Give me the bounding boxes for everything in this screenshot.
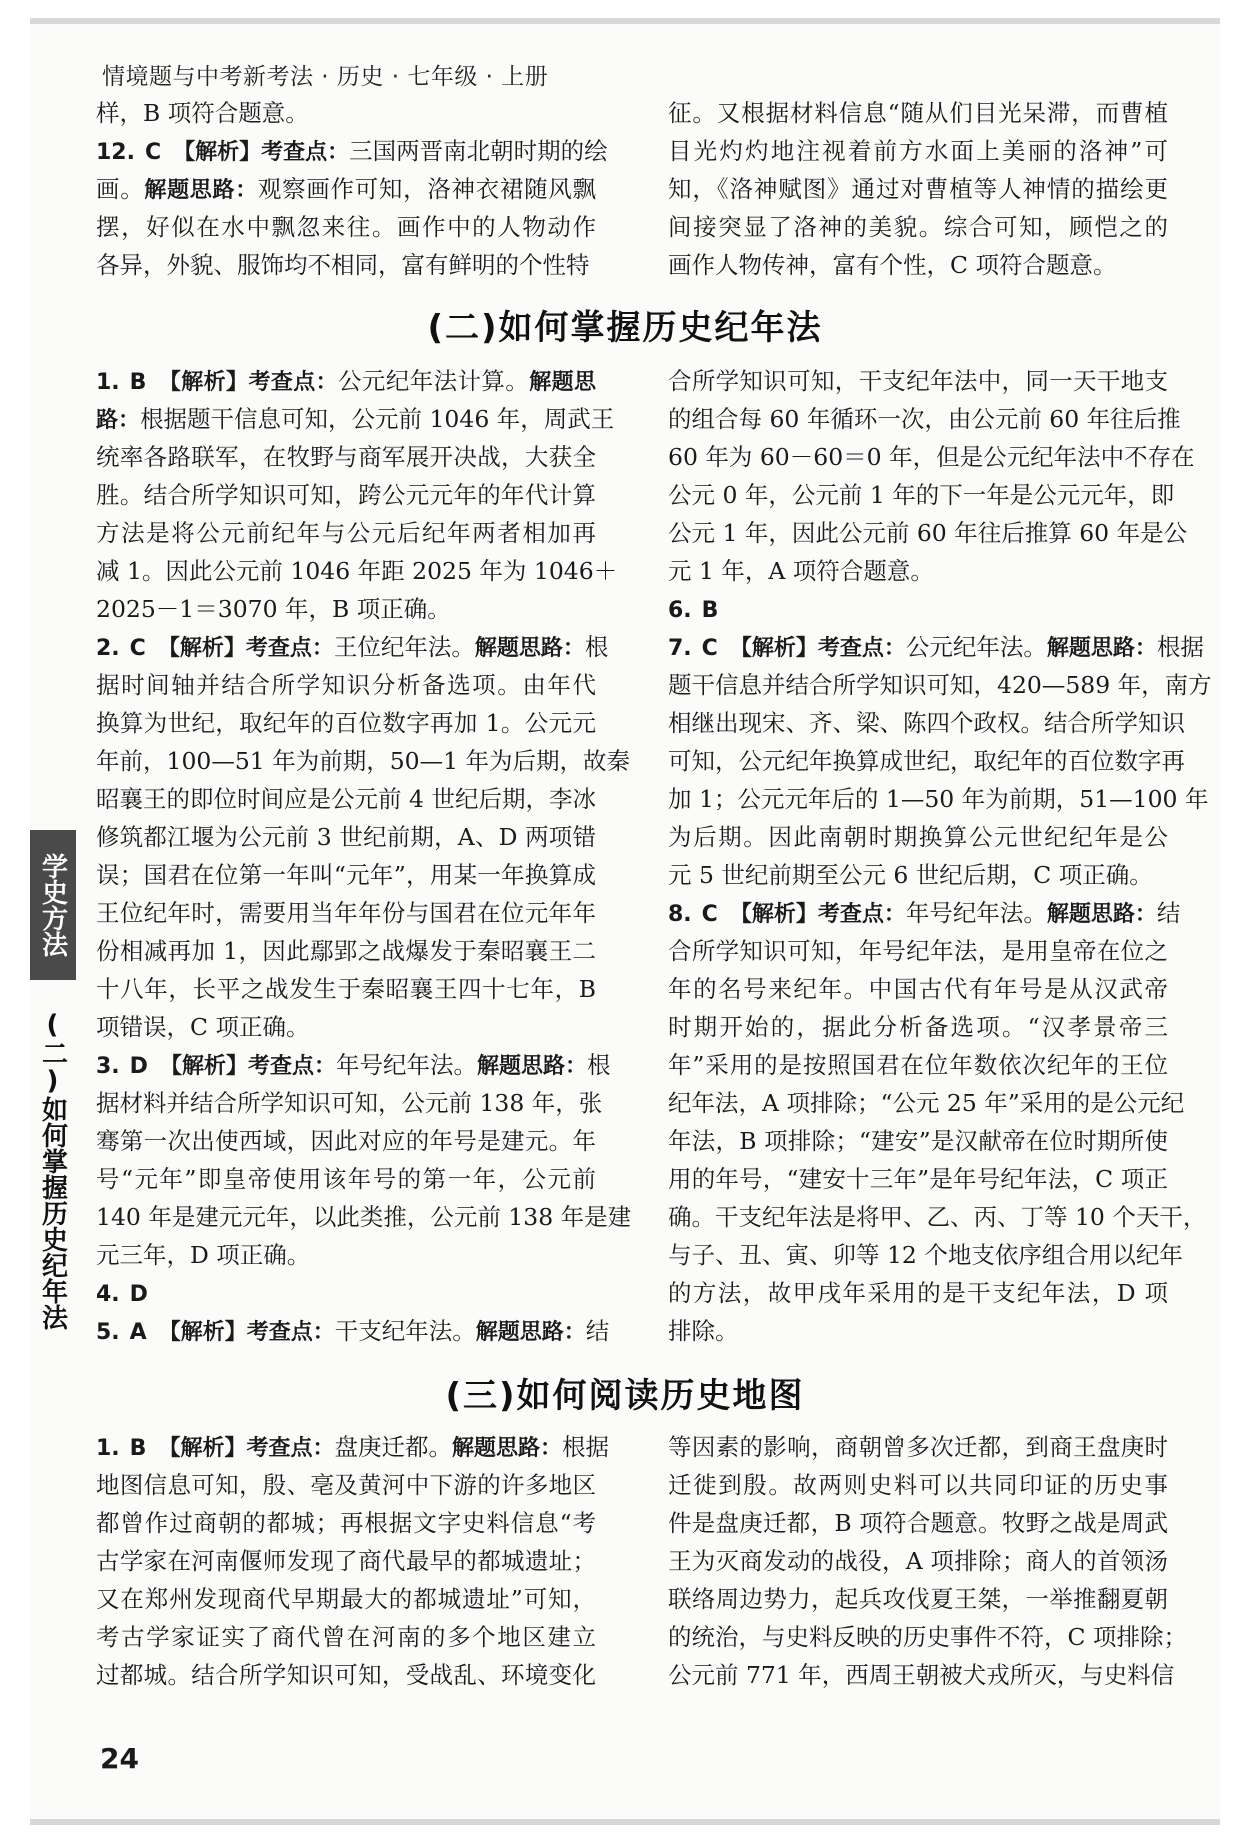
text-run: 结 [1156, 899, 1181, 927]
text-line: 项错误，C 项正确。 [96, 1013, 310, 1041]
question-number: 5. [96, 1320, 120, 1345]
text-line: 过都城。结合所学知识可知，受战乱、环境变化 [96, 1661, 596, 1689]
text-line [96, 362, 596, 400]
text-run: 盘庚迁都。 [334, 1433, 452, 1461]
question-number: 2. [96, 636, 120, 661]
text-line: 纪年法，A 项排除；“公元 25 年”采用的是公元纪 [668, 1089, 1185, 1117]
text-line: 修筑都江堰为公元前 3 世纪前期，A、D 两项错 [96, 823, 596, 851]
text-line: 年”采用的是按照国君在位年数依次纪年的王位 [668, 1051, 1168, 1079]
text-run: 公元纪年法。 [905, 633, 1047, 661]
text-line [96, 1312, 610, 1350]
answer-letter: B [129, 370, 147, 395]
text-line: 方法是将公元前纪年与公元后纪年两者相加再 [96, 519, 596, 547]
text-line: 加 1；公元元年后的 1—50 年为前期，51—100 年 [668, 785, 1209, 813]
text-run: 年号纪年法。 [905, 899, 1047, 927]
analysis-label: 【解析】 [158, 1320, 247, 1345]
keyword-label: 考查点： [246, 1320, 335, 1345]
keyword-label: 考查点： [246, 1436, 335, 1461]
text-line: 画作人物传神，富有个性，C 项符合题意。 [668, 251, 1117, 279]
text-line: 公元 1 年，因此公元前 60 年往后推算 60 年是公 [668, 519, 1188, 547]
text-run: 三国两晋南北朝时期的绘 [349, 137, 608, 165]
text-line: 联络周边势力，起兵攻伐夏王桀，一举推翻夏朝 [668, 1585, 1168, 1613]
text-line [96, 1046, 611, 1084]
text-line: 题干信息并结合所学知识可知，420—589 年，南方 [668, 671, 1212, 699]
text-line: 元三年，D 项正确。 [96, 1241, 311, 1269]
question-number: 12. [96, 140, 135, 165]
question-number: 7. [668, 636, 692, 661]
text-line [96, 1274, 596, 1312]
answer-letter: B [129, 1436, 147, 1461]
keyword-label: 考查点： [817, 902, 906, 927]
text-line: 2025－1＝3070 年，B 项正确。 [96, 595, 451, 623]
text-line: 胜。结合所学知识可知，跨公元元年的年代计算 [96, 481, 596, 509]
text-line [96, 170, 596, 208]
text-line: 年法，B 项排除；“建安”是汉献帝在位时期所使 [668, 1127, 1168, 1155]
text-line: 各异，外貌、服饰均不相同，富有鲜明的个性特 [96, 251, 590, 279]
text-line: 号“元年”即皇帝使用该年号的第一年，公元前 [96, 1165, 596, 1193]
question-number: 1. [96, 1436, 120, 1461]
analysis-label: 【解析】 [157, 636, 246, 661]
keyword-label: 解题思路： [474, 636, 585, 661]
text-line: 元 1 年，A 项符合题意。 [668, 557, 934, 585]
keyword-label: 解题思路： [1046, 902, 1157, 927]
side-tab-section: (二)如何掌握历史纪年法 [37, 1010, 68, 1330]
keyword-label: 路： [96, 408, 141, 433]
text-line: 合所学知识可知，干支纪年法中，同一天干地支 [668, 367, 1168, 395]
text-line: 征。又根据材料信息“随从们目光呆滞，而曹植 [668, 99, 1168, 127]
answer-letter: D [129, 1282, 148, 1307]
text-line: 时期开始的，据此分析备选项。“汉孝景帝三 [668, 1013, 1168, 1041]
text-run: 根 [586, 1051, 611, 1079]
text-line: 的组合每 60 年循环一次，由公元前 60 年往后推 [668, 405, 1181, 433]
text-line: 换算为世纪，取纪年的百位数字再加 1。公元元 [96, 709, 596, 737]
question-number: 6. [668, 598, 692, 623]
side-tab-category: 学史方法 [30, 830, 76, 980]
text-line: 都曾作过商朝的都城；再根据文字史料信息“考 [96, 1509, 596, 1537]
text-line [668, 590, 1168, 628]
text-line: 考古学家证实了商代曾在河南的多个地区建立 [96, 1623, 596, 1651]
answer-letter: C [701, 902, 718, 927]
text-run: 画。 [96, 175, 145, 203]
keyword-label: 解题思路： [475, 1320, 586, 1345]
text-line: 据时间轴并结合所学知识分析备选项。由年代 [96, 671, 596, 699]
text-line [96, 628, 609, 666]
question-number: 8. [668, 902, 692, 927]
text-line: 迁徙到殷。故两则史料可以共同印证的历史事 [668, 1471, 1168, 1499]
answer-letter: B [701, 598, 719, 623]
text-line: 公元前 771 年，西周王朝被犬戎所灭，与史料信 [668, 1661, 1175, 1689]
text-line [96, 1428, 609, 1466]
answer-letter: A [129, 1320, 147, 1345]
text-line: 统率各路联军，在牧野与商军展开决战，大获全 [96, 443, 596, 471]
answer-letter: C [701, 636, 718, 661]
keyword-label: 解题思 [529, 370, 596, 395]
keyword-label: 考查点： [817, 636, 906, 661]
text-line: 样，B 项符合题意。 [96, 99, 309, 127]
text-line: 又在郑州发现商代早期最大的都城遗址”可知， [96, 1585, 596, 1613]
text-line: 间接突显了洛神的美貌。综合可知，顾恺之的 [668, 213, 1168, 241]
text-run: 公元纪年法计算。 [338, 367, 530, 395]
keyword-label: 考查点： [248, 370, 339, 395]
answer-letter: C [129, 636, 146, 661]
text-line: 相继出现宋、齐、梁、陈四个政权。结合所学知识 [668, 709, 1185, 737]
keyword-label: 解题思路： [451, 1436, 562, 1461]
text-line: 60 年为 60－60＝0 年，但是公元纪年法中不存在 [668, 443, 1195, 471]
section-title-chronology: (二)如何掌握历史纪年法 [427, 308, 823, 348]
analysis-label: 【解析】 [729, 902, 818, 927]
text-run: 年号纪年法。 [335, 1051, 477, 1079]
text-line: 古学家在河南偃师发现了商代最早的都城遗址； [96, 1547, 596, 1575]
analysis-label: 【解析】 [158, 370, 249, 395]
text-line: 与子、丑、寅、卯等 12 个地支依序组合用以纪年 [668, 1241, 1183, 1269]
text-line: 的方法，故甲戌年采用的是干支纪年法，D 项 [668, 1279, 1168, 1307]
text-line [96, 132, 608, 170]
keyword-label: 考查点： [247, 1054, 336, 1079]
text-line: 件是盘庚迁都，B 项符合题意。牧野之战是周武 [668, 1509, 1168, 1537]
text-line: 地图信息可知，殷、亳及黄河中下游的许多地区 [96, 1471, 596, 1499]
text-line: 目光灼灼地注视着前方水面上美丽的洛神”可 [668, 137, 1168, 165]
text-line: 140 年是建元元年，以此类推，公元前 138 年是建 [96, 1203, 632, 1231]
text-line: 王为灭商发动的战役，A 项排除；商人的首领汤 [668, 1547, 1168, 1575]
text-line: 排除。 [668, 1317, 739, 1345]
keyword-label: 考查点： [261, 140, 350, 165]
text-line: 摆，好似在水中飘忽来往。画作中的人物动作 [96, 213, 596, 241]
text-run: 观察画作可知，洛神衣裙随风飘 [257, 175, 596, 203]
text-line: 确。干支纪年法是将甲、乙、丙、丁等 10 个天干， [668, 1203, 1207, 1231]
text-line: 合所学知识可知，年号纪年法，是用皇帝在位之 [668, 937, 1168, 965]
text-line: 年的名号来纪年。中国古代有年号是从汉武帝 [668, 975, 1168, 1003]
text-line: 可知，公元纪年换算成世纪，取纪年的百位数字再 [668, 747, 1185, 775]
analysis-label: 【解析】 [159, 1054, 248, 1079]
text-line: 昭襄王的即位时间应是公元前 4 世纪后期，李冰 [96, 785, 596, 813]
text-line: 年前，100—51 年为前期，50—1 年为后期，故秦 [96, 747, 631, 775]
section-title-maps: (三)如何阅读历史地图 [445, 1376, 805, 1416]
text-run: 根 [584, 633, 609, 661]
analysis-label: 【解析】 [158, 1436, 247, 1461]
text-line: 的统治，与史料反映的历史事件不符，C 项排除； [668, 1623, 1187, 1651]
keyword-label: 考查点： [245, 636, 334, 661]
text-run: 根据 [562, 1433, 609, 1461]
text-line: 据材料并结合所学知识可知，公元前 138 年，张 [96, 1089, 603, 1117]
text-line: 误；国君在位第一年叫“元年”，用某一年换算成 [96, 861, 596, 889]
answer-letter: C [144, 140, 162, 165]
text-line: 份相减再加 1，因此鄢郢之战爆发于秦昭襄王二 [96, 937, 596, 965]
text-line [668, 894, 1181, 932]
text-line: 骞第一次出使西域，因此对应的年号是建元。年 [96, 1127, 596, 1155]
text-line: 王位纪年时，需要用当年年份与国君在位元年年 [96, 899, 596, 927]
text-line: 为后期。因此南朝时期换算公元世纪纪年是公 [668, 823, 1168, 851]
text-line: 知，《洛神赋图》通过对曹植等人神情的描绘更 [668, 175, 1168, 203]
text-line: 减 1。因此公元前 1046 年距 2025 年为 1046＋ [96, 557, 618, 585]
analysis-label: 【解析】 [729, 636, 818, 661]
text-line: 等因素的影响，商朝曾多次迁都，到商王盘庚时 [668, 1433, 1168, 1461]
running-header: 情境题与中考新考法 · 历史 · 七年级 · 上册 [102, 64, 549, 90]
text-run: 结 [585, 1317, 610, 1345]
text-run: 干支纪年法。 [334, 1317, 476, 1345]
question-number: 1. [96, 370, 120, 395]
text-run: 王位纪年法。 [333, 633, 475, 661]
question-number: 4. [96, 1282, 120, 1307]
text-line [668, 628, 1204, 666]
text-line: 公元 0 年，公元前 1 年的下一年是公元元年，即 [668, 481, 1175, 509]
keyword-label: 解题思路： [144, 178, 258, 203]
question-number: 3. [96, 1054, 120, 1079]
text-line: 用的年号，“建安十三年”是年号纪年法，C 项正 [668, 1165, 1168, 1193]
text-line [96, 400, 615, 438]
analysis-label: 【解析】 [173, 140, 262, 165]
text-run: 根据 [1156, 633, 1204, 661]
answer-letter: D [129, 1054, 148, 1079]
page-number: 24 [100, 1742, 139, 1775]
text-line: 十八年，长平之战发生于秦昭襄王四十七年，B [96, 975, 596, 1003]
keyword-label: 解题思路： [1046, 636, 1157, 661]
text-run: 根据题干信息可知，公元前 1046 年，周武王 [140, 405, 615, 433]
keyword-label: 解题思路： [476, 1054, 587, 1079]
text-line: 元 5 世纪前期至公元 6 世纪后期，C 项正确。 [668, 861, 1153, 889]
